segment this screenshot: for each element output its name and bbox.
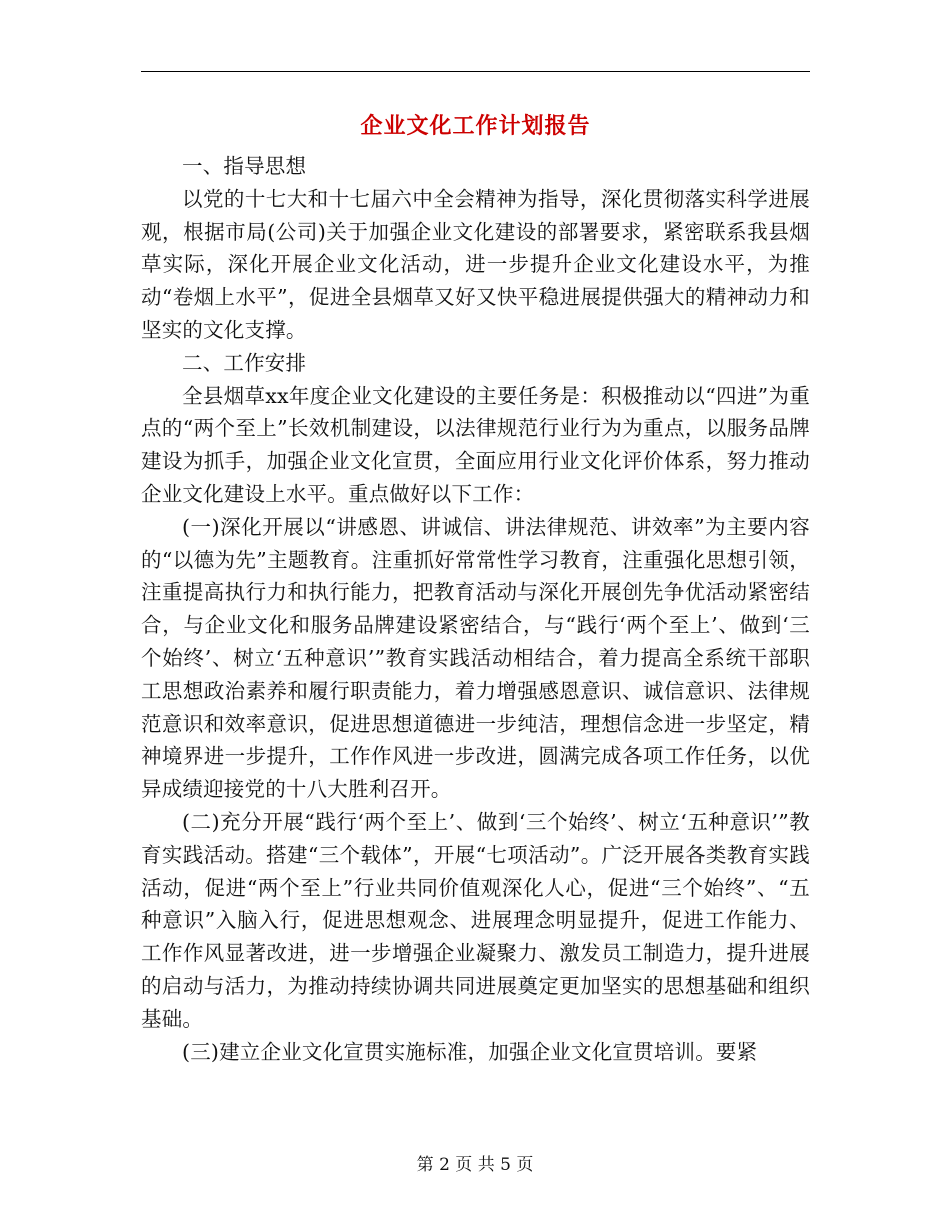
paragraph-item-3: (三)建立企业文化宣贯实施标准，加强企业文化宣贯培训。要紧	[182, 1039, 758, 1064]
section-heading-guiding-ideology: 一、指导思想	[182, 154, 307, 178]
header-rule	[141, 71, 810, 72]
paragraph-guiding-ideology: 以党的十七大和十七届六中全会精神为指导，深化贯彻落实科学进展观，根据市局(公司)关于加强企业文化建设的部署要求，紧密联系我县烟草实际，深化开展企业文化活动，进一步提升企业文化建设水平，为推动“卷烟上水平”，促进全县烟草又好又快平稳进展提供强大的精神动力和坚实的文化支撑。	[141, 186, 810, 342]
page-number-footer: 第 2 页 共 5 页	[416, 1155, 534, 1175]
section-heading-work-arrangement: 二、工作安排	[182, 350, 307, 375]
paragraph-main-tasks: 全县烟草xx年度企业文化建设的主要任务是：积极推动以“四进”为重点的“两个至上”长效机制建设，以法律规范行业行为为重点，以服务品牌建设为抓手，加强企业文化宣贯，全面应用行业文化评价体系，努力推动企业文化建设上水平。重点做好以下工作：	[141, 383, 810, 506]
paragraph-item-2: (二)充分开展“践行‘两个至上’、做到‘三个始终’、树立‘五种意识’”教育实践活动。搭建“三个载体”，开展“七项活动”。广泛开展各类教育实践活动，促进“两个至上”行业共同价值观深化人心，促进“三个始终”、“五种意识”入脑入行，促进思想观念、进展理念明显提升，促进工作能力、工作作风显著改进，进一步增强企业凝聚力、激发员工制造力，提升进展的启动与活力，为推动持续协调共同进展奠定更加坚实的思想基础和组织基础。	[141, 809, 810, 1031]
document-title: 企业文化工作计划报告	[360, 113, 591, 139]
paragraph-item-1: (一)深化开展以“讲感恩、讲诚信、讲法律规范、讲效率”为主要内容的“以德为先”主题教育。注重抓好常常性学习教育，注重强化思想引领，注重提高执行力和执行能力，把教育活动与深化开展创先争优活动紧密结合，与企业文化和服务品牌建设紧密结合，与“践行‘两个至上’、做到‘三个始终’、树立‘五种意识’”教育实践活动相结合，着力提高全系统干部职工思想政治素养和履行职责能力，着力增强感恩意识、诚信意识、法律规范意识和效率意识，促进思想道德进一步纯洁，理想信念进一步坚定，精神境界进一步提升，工作作风进一步改进，圆满完成各项工作任务，以优异成绩迎接党的十八大胜利召开。	[141, 514, 810, 802]
document-body	[141, 150, 810, 1068]
